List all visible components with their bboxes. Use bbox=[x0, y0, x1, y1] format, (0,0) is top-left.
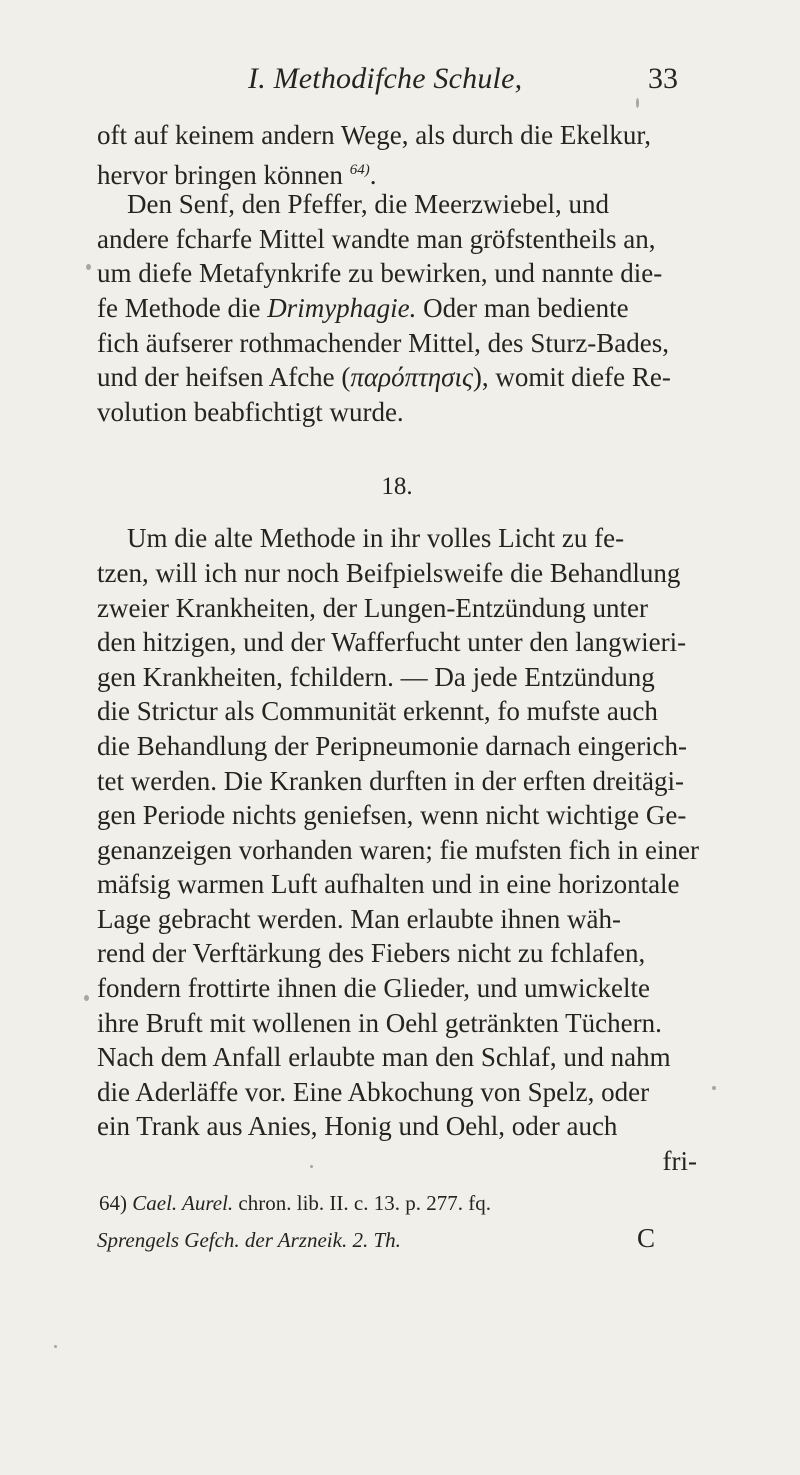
signature-text: Sprengels Gefch. der Arzneik. 2. Th. bbox=[97, 1228, 401, 1252]
text-line: andere fcharfe Mittel wandte man gröfstentheils an, bbox=[97, 223, 656, 254]
text-line: rend der Verftärkung des Fiebers nicht zu fchlafen, bbox=[97, 938, 646, 969]
text-line: zweier Krankheiten, der Lungen-Entzündung unter bbox=[97, 592, 649, 623]
text-line: um diefe Metafynkrife zu bewirken, und nannte die- bbox=[97, 258, 663, 289]
section-number: 18. bbox=[381, 473, 413, 501]
catchword: fri- bbox=[662, 1146, 697, 1177]
text-line: Um die alte Methode in ihr volles Licht zu fe- bbox=[127, 523, 625, 554]
text-line-part: hervor bringen können bbox=[97, 159, 343, 190]
text-line-part: und der heifsen Afche ( bbox=[97, 362, 351, 393]
text-line: Lage gebracht werden. Man erlaubte ihnen wäh- bbox=[97, 903, 622, 934]
paper-speck bbox=[84, 995, 89, 1001]
page-number: 33 bbox=[648, 62, 678, 95]
signature-line bbox=[97, 1223, 707, 1254]
body-text bbox=[97, 118, 697, 1179]
footnote-reference: 64) bbox=[349, 161, 370, 178]
footnote-marker: 64) bbox=[99, 1191, 127, 1215]
method-name: Drimyphagie. bbox=[267, 292, 417, 323]
text-line bbox=[97, 153, 697, 188]
paper-speck bbox=[712, 1086, 716, 1090]
text-line: ein Trank aus Anies, Honig und Oehl, oder auch bbox=[97, 1111, 618, 1142]
text-line-part: . bbox=[369, 159, 377, 190]
footnote bbox=[99, 1189, 709, 1217]
text-line-part: ), womit diefe Re- bbox=[472, 362, 671, 393]
text-line: fich äufserer rothmachender Mittel, des Sturz-Bades, bbox=[97, 327, 670, 358]
text-line: den hitzigen, und der Wafferfucht unter den langwieri- bbox=[97, 627, 687, 658]
text-line: volution beabfichtigt wurde. bbox=[97, 396, 404, 427]
text-line: Nach dem Anfall erlaubte man den Schlaf, und nahm bbox=[97, 1042, 671, 1073]
text-line: mäfsig warmen Luft aufhalten und in eine horizontale bbox=[97, 869, 680, 900]
text-line: die Aderläffe vor. Eine Abkochung von Spelz, oder bbox=[97, 1076, 650, 1107]
paper-speck bbox=[86, 264, 91, 270]
text-line: die Behandlung der Peripneumonie darnach eingerich- bbox=[97, 730, 688, 761]
paper-speck bbox=[54, 1345, 57, 1348]
text-line: Den Senf, den Pfeffer, die Meerzwiebel, und bbox=[127, 189, 609, 220]
greek-term: παρόπτησις bbox=[350, 362, 473, 393]
text-line: tzen, will ich nur noch Beifpielsweife die Behandlung bbox=[97, 557, 681, 588]
text-line: fondern frottirte ihnen die Glieder, und umwickelte bbox=[97, 973, 650, 1004]
text-line: gen Krankheiten, fchildern. — Da jede Entzündung bbox=[97, 661, 655, 692]
text-line-part: Oder man bediente bbox=[416, 292, 629, 323]
running-head-title: I. Methodifche Schule, bbox=[248, 62, 523, 95]
text-line bbox=[97, 360, 697, 395]
text-line-part: fe Methode die bbox=[97, 292, 268, 323]
text-line: genanzeigen vorhanden waren; fie mufsten fich in einer bbox=[97, 834, 699, 865]
footnote-author: Cael. Aurel. bbox=[132, 1191, 234, 1215]
text-line: ihre Bruft mit wollenen in Oehl getränkten Tüchern. bbox=[97, 1007, 662, 1038]
text-line: oft auf keinem andern Wege, als durch die Ekelkur, bbox=[97, 120, 652, 150]
signature-mark: C bbox=[637, 1223, 656, 1253]
text-line bbox=[97, 291, 697, 326]
running-head bbox=[0, 62, 800, 102]
paper-speck bbox=[310, 1165, 313, 1168]
text-line: die Strictur als Communität erkennt, fo mufste auch bbox=[97, 696, 658, 727]
text-line: gen Periode nichts geniefsen, wenn nicht wichtige Ge- bbox=[97, 800, 687, 831]
paper-speck bbox=[636, 98, 639, 108]
text-line: tet werden. Die Kranken durften in der erften dreitägi- bbox=[97, 765, 684, 796]
footnote-citation: chron. lib. II. c. 13. p. 277. fq. bbox=[238, 1191, 491, 1215]
